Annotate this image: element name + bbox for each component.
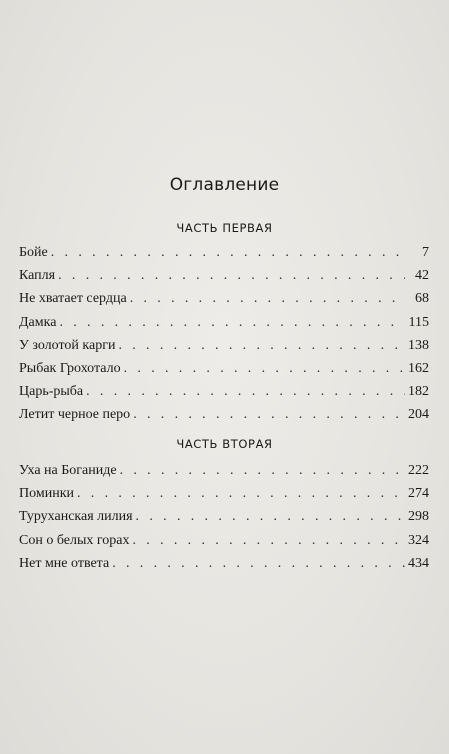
dot-leader	[120, 463, 405, 479]
toc-entry-title: Капля	[19, 268, 56, 284]
toc-entry[interactable]	[19, 291, 429, 314]
toc-entry-title: Царь-рыба	[19, 384, 84, 400]
toc-entry-page: 182	[408, 384, 429, 400]
dot-leader	[132, 533, 405, 549]
toc-entry[interactable]	[19, 384, 429, 407]
toc-entry[interactable]	[19, 245, 429, 268]
toc-entry-title: Дамка	[19, 314, 57, 330]
toc-entry-page: 298	[408, 509, 429, 525]
toc-entry-page: 222	[408, 463, 429, 478]
toc-entry[interactable]	[19, 486, 429, 509]
dot-leader	[51, 245, 405, 261]
toc-entry-page: 204	[408, 407, 429, 423]
toc-entry[interactable]	[19, 338, 429, 361]
dot-leader	[112, 556, 405, 572]
toc-entry-title: Нет мне ответа	[19, 555, 110, 571]
toc-entry-title: Сон о белых горах	[19, 532, 130, 548]
dot-leader	[136, 509, 405, 525]
dot-leader	[77, 486, 405, 502]
toc-entry[interactable]	[19, 361, 429, 384]
toc-entry-page: 42	[415, 268, 429, 284]
toc-entry-title: Рыбак Грохотало	[19, 360, 121, 376]
toc-entry[interactable]	[19, 407, 429, 430]
toc-entry[interactable]	[19, 315, 429, 338]
part-heading-2: ЧАСТЬ ВТОРАЯ	[176, 437, 273, 451]
dot-leader	[58, 268, 405, 284]
dot-leader	[133, 407, 405, 423]
toc-entry[interactable]	[19, 533, 429, 556]
toc-entry-title: У золотой карги	[19, 337, 116, 353]
part-heading-1: ЧАСТЬ ПЕРВАЯ	[176, 221, 273, 235]
page-title: Оглавление	[169, 175, 280, 195]
toc-entry[interactable]	[19, 509, 429, 532]
toc-entry-title: Не хватает сердца	[19, 291, 127, 307]
dot-leader	[86, 384, 405, 400]
toc-list-part-1	[19, 245, 429, 431]
toc-entry[interactable]	[19, 463, 429, 486]
toc-entry-title: Поминки	[19, 486, 74, 502]
toc-entry-page: 68	[415, 291, 429, 307]
toc-list-part-2	[19, 463, 429, 579]
dot-leader	[59, 315, 405, 331]
toc-entry-page: 138	[408, 337, 429, 353]
dot-leader	[118, 338, 405, 354]
toc-entry-page: 274	[408, 486, 429, 502]
toc-entry[interactable]	[19, 268, 429, 291]
toc-entry-title: Туруханская лилия	[19, 509, 133, 525]
toc-entry-title: Уха на Боганиде	[19, 463, 117, 478]
toc-entry-title: Летит черное перо	[19, 407, 131, 423]
toc-entry-page: 115	[408, 314, 429, 330]
toc-entry[interactable]	[19, 556, 429, 579]
dot-leader	[130, 291, 405, 307]
toc-entry-page: 324	[408, 532, 429, 548]
dot-leader	[124, 361, 405, 377]
toc-entry-page: 162	[408, 360, 429, 376]
toc-entry-title: Бойе	[19, 245, 48, 260]
toc-entry-page: 434	[408, 555, 429, 571]
toc-entry-page: 7	[422, 245, 429, 260]
